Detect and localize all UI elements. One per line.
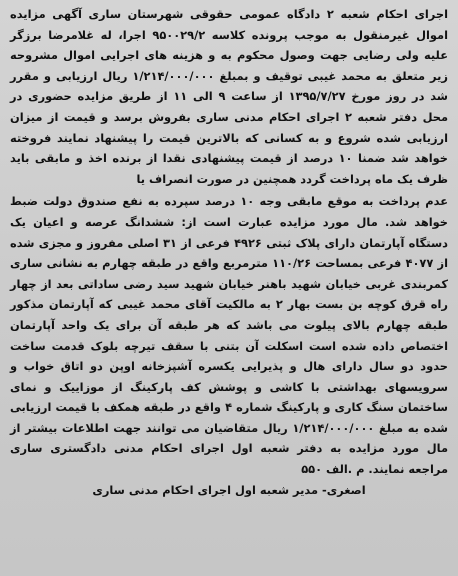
notice-paragraph-1: اجرای احکام شعبه ۲ دادگاه عمومی حقوقی شهرستان ساری آگهی مزایده اموال غیرمنقول به موجب پرونده کلاسه ۹۵۰۰۲۹/۲ اجرا، له غلامرضا برزگر علیه ولی رضایی جهت وصول محکوم به و هزینه های اجرایی اموال مشروحه زیر متعلق به محمد غیبی توقیف و بمبلغ ۱/۲۱۴/۰۰۰/۰۰۰ ریال ارزیابی و مقرر شد در روز مورخ ۱۳۹۵/۷/۲۷ از ساعت ۹ الی ۱۱ از طریق مزایده حضوری در محل دفتر شعبه ۲ اجرای احکام مدنی ساری بفروش برسد و قیمت از میزان ارزیابی شده شروع و به کسانی که بالاترین قیمت را پیشنهاد نمایند فروخته خواهد شد ضمنا ۱۰ درصد از قیمت پیشنهادی نقدا از برنده اخذ و مابقی باید ظرف یک ماه پرداخت گردد همچنین در صورت انصراف یا: [10, 7, 449, 186]
legal-notice-text: [10, 4, 448, 500]
notice-signature: اصغری- مدیر شعبه اول اجرای احکام مدنی ساری: [92, 482, 366, 497]
notice-paragraph-2: عدم پرداخت به موقع مابقی وجه ۱۰ درصد سپرده به نفع صندوق دولت ضبط خواهد شد. مال مورد مزایده عبارت است از: ششدانگ عرصه و اعیان یک دستگاه آپارتمان دارای پلاک ثبتی ۴۹۲۶ فرعی از ۳۱ اصلی مفروز و مجزی شده از ۴۰۷۷ فرعی بمساحت ۱۱۰/۲۶ مترمربع واقع در طبقه چهارم به نشانی ساری کمربندی غربی خیابان شهید باهنر خیابان شهید سید رضی ساداتی بعد از چهار راه قرق کوچه بن بست بهار ۲ به مالکیت آقای محمد غیبی که آپارتمان مذکور طبقه چهارم بالای پیلوت می باشد که هر طبقه آن برای یک واحد آپارتمان اختصاص داده شده است اسکلت آن بتنی با سقف تیرچه بلوک قدمت ساخت حدود دو سال دارای هال و پذیرایی یکسره آشپزخانه اوپن دو اتاق خواب و سرویسهای بهداشتی با کاشی و پوشش کف پارکینگ از موزاییک و نمای ساختمان سنگ کاری و پارکینگ شماره ۴ واقع در طبقه همکف با قیمت ارزیابی شده به مبلغ ۱/۲۱۴/۰۰۰/۰۰۰ ریال متقاضیان می توانند جهت اطلاعات بیشتر از مال مورد مزایده به دفتر شعبه اول اجرای احکام مدنی دادگستری ساری مراجعه نمایند. م .الف ۵۵۰: [10, 194, 449, 477]
